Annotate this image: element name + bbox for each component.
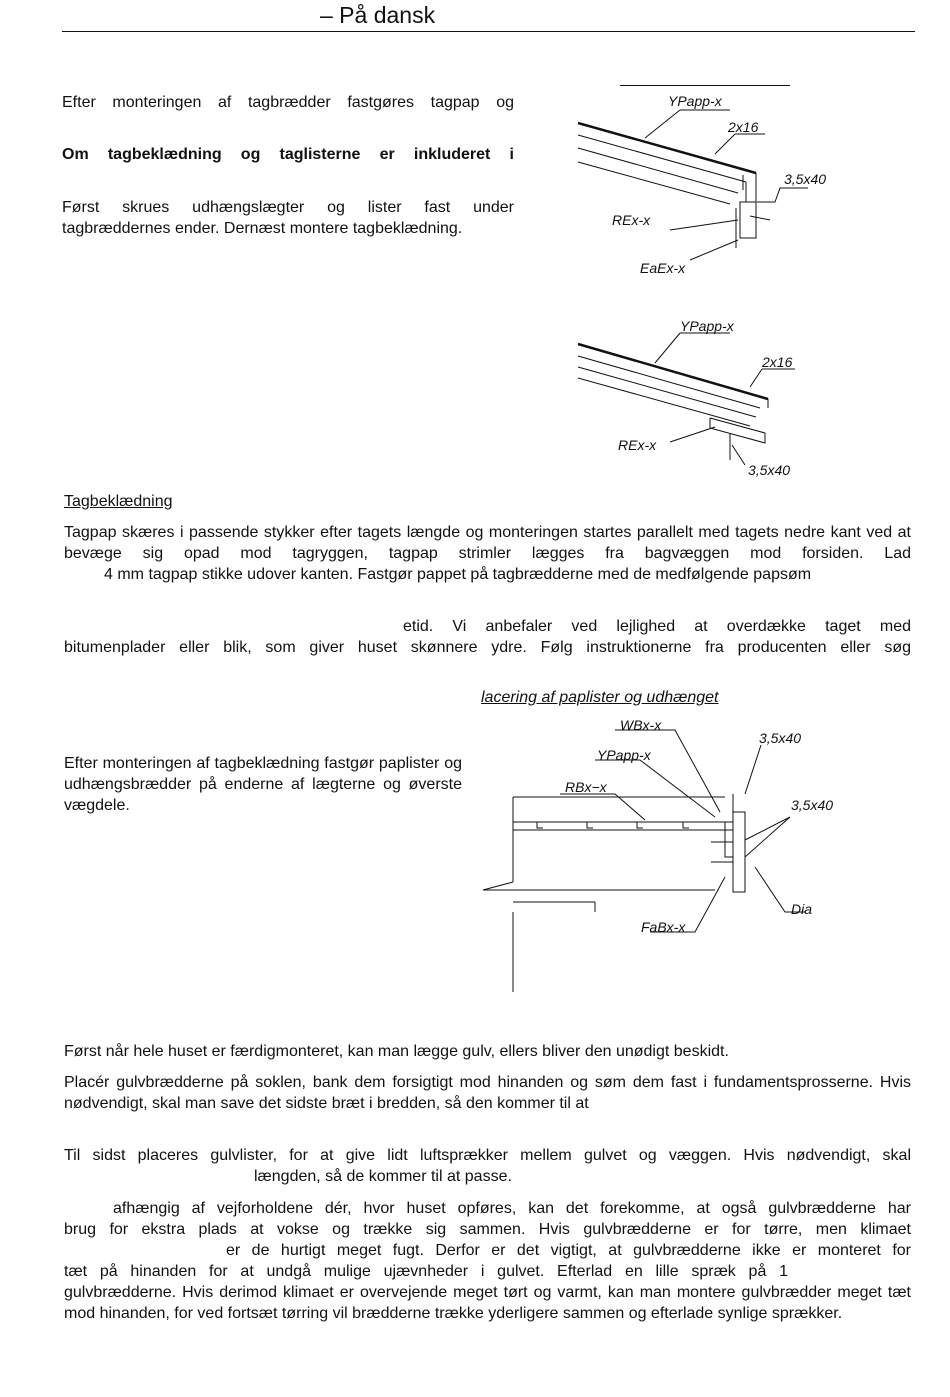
figure-top-title-rule	[620, 85, 790, 86]
floor-paragraph-3-line-2: længden, så de kommer til at passe.	[254, 1168, 512, 1185]
roofing-paragraph-2-line-1: etid. Vi anbefaler ved lejlighed at overdække taget med	[403, 618, 911, 635]
label-rbx: RBx−x	[565, 779, 607, 795]
figure-roof-edge-eave	[560, 90, 860, 290]
label-wbx: WBx-x	[620, 717, 662, 733]
label-2x16-mid: 2x16	[762, 354, 793, 370]
roofing-paragraph-1-last: 4 mm tagpap stikke udover kanten. Fastgør pappet på tagbrædderne med de medfølgende papsøm	[104, 566, 812, 583]
floor-paragraph-2: Placér gulvbrædderne på soklen, bank dem forsigtigt mod hinanden og søm dem fast i fundamentsprosserne. Hvis nødvendigt, skal man save det sidste bræt i bredden, så den kommer til at	[64, 1074, 911, 1112]
figure-barge-board	[475, 712, 855, 1002]
floor-paragraph-4-line-1: afhængig af vejforholdene dér, hvor huset opføres, kan det forekomme, at også gulvbrædderne har	[113, 1200, 911, 1217]
label-35x40-mid: 3,5x40	[748, 462, 791, 478]
label-fabx: FaBx-x	[641, 919, 686, 935]
roofing-paragraph-2-line-2: bitumenplader eller blik, som giver huset skønnere ydre. Følg instruktionerne fra producenten eller søg	[64, 639, 911, 656]
intro-paragraph-3: Først skrues udhængslægter og lister fast under tagbræddernes ender. Dernæst montere tagbeklædning.	[62, 199, 514, 237]
trim-paragraph: Efter monteringen af tagbeklædning fastgør paplister og udhængsbrædder på enderne af lægterne og øverste vægdele.	[64, 755, 462, 814]
label-35x40-bottom-a: 3,5x40	[759, 730, 802, 746]
roofing-paragraph-1: Tagpap skæres i passende stykker efter tagets længde og monteringen startes parallelt med tagets nedre kant ved at bevæge sig opad mod tagryggen, tagpap strimler lægges fra bagvæggen mod forsiden. Lad	[64, 524, 911, 562]
intro-paragraph-2: Om tagbeklædning og taglisterne er inkluderet i	[62, 146, 514, 163]
label-ypapp-top: YPapp-x	[668, 93, 722, 109]
figure-bottom-caption: lacering af paplister og udhænget	[481, 689, 719, 706]
figure-roof-edge-plain	[560, 315, 860, 490]
floor-paragraph-4-rest: gulvbrædderne. Hvis derimod klimaet er overvejende meget tørt og varmt, kan man montere gulvbrædder meget tæt mod hinanden, for ved fortsæt tørring vil brædderne trække yderligere sammen og efterlade synlige sprækker.	[64, 1284, 911, 1322]
label-eaex-top: EaEx-x	[640, 260, 686, 276]
label-ypapp-bottom: YPapp-x	[597, 747, 651, 763]
floor-paragraph-4-line-2: brug for ekstra plads at vokse og trække sig sammen. Hvis gulvbrædderne er for tørre, men klimaet	[64, 1221, 911, 1238]
page-title: – På dansk	[320, 2, 436, 28]
label-2x16-top: 2x16	[728, 119, 759, 135]
floor-paragraph-1: Først når hele huset er færdigmonteret, kan man lægge gulv, ellers bliver den unødigt beskidt.	[64, 1043, 729, 1060]
header-rule	[62, 31, 915, 32]
label-rex-top: REx-x	[612, 212, 651, 228]
section-heading-roofing: Tagbeklædning	[64, 493, 173, 510]
intro-paragraph-1: Efter monteringen af tagbrædder fastgøres tagpap og	[62, 94, 514, 111]
label-dia: Dia	[791, 901, 813, 917]
label-ypapp-mid: YPapp-x	[680, 318, 734, 334]
floor-paragraph-4-line-3: er de hurtigt meget fugt. Derfor er det vigtigt, at gulvbrædderne ikke er monteret for	[226, 1242, 911, 1259]
floor-paragraph-3-line-1: Til sidst placeres gulvlister, for at give lidt luftsprækker mellem gulvet og væggen. Hvis nødvendigt, skal	[64, 1147, 911, 1164]
label-35x40-bottom-b: 3,5x40	[791, 797, 834, 813]
floor-paragraph-4-line-4: tæt på hinanden for at undgå mulige ujævnheder i gulvet. Efterlad en lille spræk på 1	[64, 1263, 788, 1280]
label-rex-mid: REx-x	[618, 437, 657, 453]
label-35x40-top: 3,5x40	[784, 171, 827, 187]
